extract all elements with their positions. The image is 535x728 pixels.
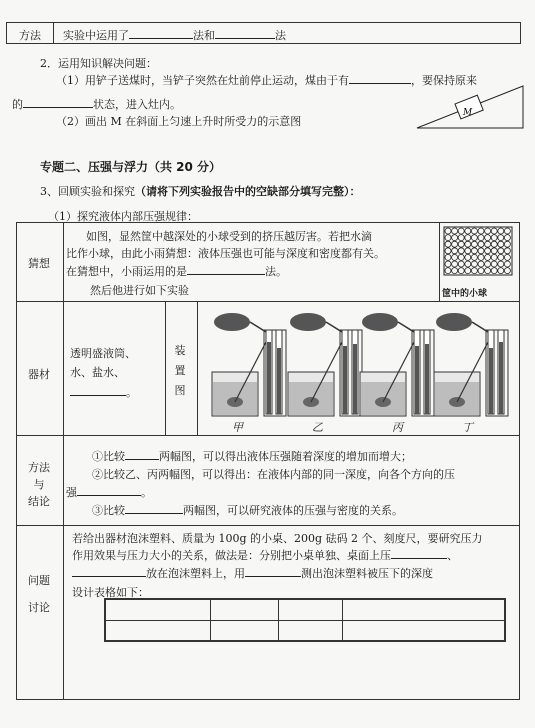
q2-part2: （2）画出 M 在斜面上匀速上升时所受力的示意图 [56,115,302,128]
ball [471,241,477,247]
discussion-line4: 设计表格如下： [72,586,149,599]
ball [458,248,464,254]
ball [471,261,477,267]
blank-method-2[interactable] [215,27,275,39]
ball [465,268,471,274]
blank-equipment[interactable] [70,384,126,396]
ball [452,254,458,260]
ball [498,228,504,234]
ball [465,248,471,254]
ball [465,241,471,247]
ball [458,268,464,274]
clamp [290,313,326,331]
u-liquid-left [267,342,271,414]
method-label-3: 结论 [28,495,50,508]
ball [491,228,497,234]
ball [485,241,491,247]
basket-caption: 筐中的小球 [442,289,488,299]
blank-compare-3[interactable] [125,502,183,514]
blank-inertia[interactable] [349,72,411,84]
blank-motion-state[interactable] [23,96,93,108]
ball [504,228,510,234]
ball [471,228,477,234]
method-row-label: 方法 [19,29,41,42]
u-liquid-left [343,346,347,414]
ball [504,248,510,254]
ball [465,254,471,260]
device-label-1: 装 [174,344,186,357]
ball [471,268,477,274]
block-label: M [463,108,473,118]
blank-pressure[interactable] [77,484,141,496]
guess-label: 猜想 [28,257,50,270]
section-title: 专题二、压强与浮力（共 20 分） [40,160,222,174]
apparatus-figure [200,302,516,432]
ball [491,254,497,260]
q3-title: 3、回顾实验和探究（请将下列实验报告中的空缺部分填写完整）： [40,185,361,198]
method-line1: ①比较 两幅图，可以得出液体压强随着深度的增加而增大； [92,450,412,463]
ball [485,261,491,267]
ball [498,248,504,254]
ball [471,254,477,260]
ball [504,261,510,267]
method-row [6,22,521,44]
clamp [362,313,398,331]
ball [491,268,497,274]
ball [485,268,491,274]
q2-part1-cont: 的 状态，进入灶内。 [12,98,181,111]
u-liquid-left [489,348,493,414]
discussion-line3: 放在泡沫塑料上，用 测出泡沫塑料被压下的深度 [72,565,433,581]
ball [485,235,491,241]
ball [498,254,504,260]
device-label-2: 置 [174,364,186,377]
ball [452,241,458,247]
blank-compare-1[interactable] [125,448,159,460]
blank-placement[interactable] [72,565,146,577]
u-liquid-right [425,344,429,414]
ball [452,228,458,234]
u-liquid-right [499,342,503,414]
ball [445,235,451,241]
method-line2: ②比较乙、丙两幅图，可以得出：在液体内部的同一深度，向各个方向的压 [92,468,455,481]
ball [471,235,477,241]
blank-method-1[interactable] [129,27,193,39]
ball [504,268,510,274]
ball [504,254,510,260]
guess-line4: 然后他进行如下实验 [90,284,189,297]
ball [485,248,491,254]
ball [478,254,484,260]
discussion-line2: 作用效果与压力大小的关系，做法是：分别把小桌单独、桌面上压 、 [72,549,458,562]
ball [452,261,458,267]
blank-guess-method[interactable] [187,263,265,275]
ball [478,261,484,267]
equipment-line1: 透明盛液筒、 [70,347,136,360]
ball [504,241,510,247]
design-table[interactable] [104,598,506,642]
ball [491,241,497,247]
blank-weights[interactable] [391,547,447,559]
ball [458,241,464,247]
method-line4: ③比较 两幅图，可以研究液体的压强与密度的关系。 [92,504,403,517]
ball [478,228,484,234]
guess-line1: 如图，显然筐中越深处的小球受到的挤压越厉害。若把水滴 [86,230,372,243]
ball [452,235,458,241]
method-line3: 强 。 [66,486,152,499]
ball [465,228,471,234]
beaker-label-bing: 丙 [392,421,403,434]
discussion-label-1: 问题 [28,574,50,587]
ball [504,235,510,241]
incline-figure [415,82,525,132]
method-label-1: 方法 [28,461,50,474]
ball [465,235,471,241]
ball [491,248,497,254]
clamp [214,313,250,331]
ball [445,261,451,267]
ball [491,235,497,241]
ball [491,261,497,267]
ball [498,261,504,267]
ball [471,248,477,254]
ball [445,228,451,234]
ball [498,235,504,241]
ball [445,268,451,274]
guess-line3: 在猜想中，小雨运用的是 法。 [66,265,287,278]
blank-tool[interactable] [245,565,301,577]
beaker-label-jia: 甲 [232,421,243,434]
method-label-2: 与 [33,478,45,491]
q3-sub1: （1）探究液体内部压强规律： [48,210,198,223]
ball [458,254,464,260]
device-label-3: 图 [174,384,186,397]
ball [445,241,451,247]
q2-part1: （1）用铲子送煤时，当铲子突然在灶前停止运动，煤由于有 ，要保持原来 [56,74,477,87]
beaker-label-ding: 丁 [462,421,473,434]
ball [445,254,451,260]
ball [478,248,484,254]
basket-of-balls-figure [443,226,515,286]
discussion-label-2: 讨论 [28,601,50,614]
discussion-line1: 若给出器材泡沫塑料、质量为 100g 的小桌、200g 砝码 2 个、刻度尺，要研究压力 [72,532,483,545]
ball [478,235,484,241]
ball [458,261,464,267]
equipment-line2: 水、盐水、 [70,366,125,379]
ball [465,261,471,267]
ball [458,235,464,241]
ball [478,241,484,247]
u-liquid-right [277,348,281,414]
equipment-label: 器材 [28,368,50,381]
ball [485,228,491,234]
method-row-text: 实验中运用了 法和 法 [63,29,286,42]
ball [452,248,458,254]
u-liquid-right [353,344,357,414]
u-liquid-left [415,346,419,414]
equipment-line3: 。 [70,384,137,400]
beaker-label-yi: 乙 [312,421,323,434]
q2-title: 2．运用知识解决问题： [40,57,157,70]
ball [445,248,451,254]
ball [452,268,458,274]
ball [478,268,484,274]
clamp [436,313,472,331]
ball [458,228,464,234]
ball [498,268,504,274]
ball [485,254,491,260]
ball [498,241,504,247]
guess-line2: 比作小球，由此小雨猜想：液体压强也可能与深度和密度都有关。 [66,247,385,260]
